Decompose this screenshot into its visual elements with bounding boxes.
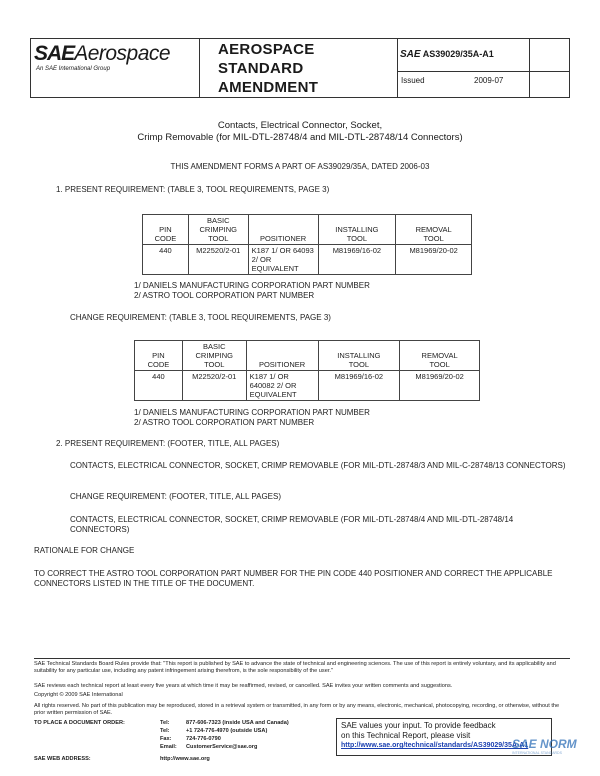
doc-number-text: AS39029/35A-A1 (422, 49, 494, 59)
feedback-link[interactable]: http://www.sae.org/technical/standards/AS39029/35A-A1 (341, 742, 529, 749)
tool-table-present (142, 214, 472, 275)
doc-title-line2: STANDARD (218, 60, 304, 77)
subject-line2: Crimp Removable (for MIL-DTL-28748/4 and MIL-DTL-28748/14 Connectors) (137, 132, 463, 143)
rationale-text: TO CORRECT THE ASTRO TOOL CORPORATION PART NUMBER FOR THE PIN CODE 440 POSITIONER AND CORRECT THE APPLICABLE CONNECTORS LISTED IN THE TITLE OF THE DOCUMENT. (34, 569, 553, 588)
header-pin-code: PIN CODE (143, 215, 189, 245)
footnote-3: 1/ DANIELS MANUFACTURING CORPORATION PART NUMBER (134, 408, 370, 417)
watermark-brand: SAE NORM (512, 737, 577, 751)
intro-text: THIS AMENDMENT FORMS A PART OF AS39029/35A, DATED 2006-03 (170, 162, 430, 171)
email-link[interactable]: CustomerService@sae.org (186, 744, 258, 750)
tel-label: Tel: (160, 720, 170, 726)
fax-value: 724-776-0790 (186, 736, 221, 742)
table-header-row (135, 341, 480, 371)
sae-norm-watermark (512, 738, 598, 764)
header-crimping-tool: BASIC CRIMPING TOOL (188, 215, 248, 245)
table-header-row (143, 215, 472, 245)
header-positioner: POSITIONER (248, 215, 318, 245)
issued-value: 2009-07 (474, 76, 504, 85)
section1-heading: 1. PRESENT REQUIREMENT: (TABLE 3, TOOL REQUIREMENTS, PAGE 3) (56, 185, 330, 194)
doc-number (400, 49, 494, 60)
change-heading-1: CHANGE REQUIREMENT: (TABLE 3, TOOL REQUIREMENTS, PAGE 3) (70, 313, 331, 322)
fax-label: Fax: (160, 736, 172, 742)
tool-table-change (134, 340, 480, 401)
footer-copyright: Copyright © 2009 SAE International (34, 692, 123, 698)
subject-line1: Contacts, Electrical Connector, Socket, (217, 120, 383, 131)
footer-rules: SAE Technical Standards Board Rules provide that: "This report is published by SAE to advance the state of technical and engineering sciences. The use of this report is entirely voluntary, and its applicability and suitability for any particular use, including any patent infringement arising therefrom, is the sole responsibility of the user." (34, 661, 556, 674)
footnote-1: 1/ DANIELS MANUFACTURING CORPORATION PART NUMBER (134, 281, 370, 290)
header-removal-tool: REMOVAL TOOL (396, 215, 472, 245)
section2-present-text: CONTACTS, ELECTRICAL CONNECTOR, SOCKET, CRIMP REMOVABLE (FOR MIL-DTL-28748/3 AND MIL-C-28748/13 CONNECTORS) (70, 461, 566, 470)
cell-installing-tool: M81969/16-02 (318, 245, 396, 275)
footnote-4: 2/ ASTRO TOOL CORPORATION PART NUMBER (134, 418, 315, 427)
header-divider (397, 39, 398, 97)
subject (0, 120, 600, 144)
header-divider (529, 39, 530, 97)
logo-aerospace-text: Aerospace (74, 42, 171, 65)
doc-title-line1: AEROSPACE (218, 41, 315, 58)
header-pin-code: PIN CODE (135, 341, 183, 371)
footnote-2: 2/ ASTRO TOOL CORPORATION PART NUMBER (134, 291, 315, 300)
sae-aerospace-logo (34, 42, 170, 66)
cell-pin-code: 440 (143, 245, 189, 275)
cell-crimping-tool: M22520/2-01 (188, 245, 248, 275)
section2-change-text: CONTACTS, ELECTRICAL CONNECTOR, SOCKET, CRIMP REMOVABLE (FOR MIL-DTL-28748/4 AND MIL-DTL-28748/14 CONNECTORS) (70, 515, 514, 534)
cell-pin-code: 440 (135, 371, 183, 401)
footer-review: SAE reviews each technical report at least every five years at which time it may be reaffirmed, revised, or cancelled. SAE invites your written comments and suggestions. (34, 683, 453, 689)
header-installing-tool: INSTALLING TOOL (318, 341, 400, 371)
section2-change-heading: CHANGE REQUIREMENT: (FOOTER, TITLE, ALL PAGES) (70, 492, 281, 501)
rationale-heading: RATIONALE FOR CHANGE (34, 546, 135, 555)
header-hline (397, 71, 570, 72)
table-row (143, 245, 472, 275)
footer-separator (34, 658, 570, 659)
cell-removal-tool: M81969/20-02 (396, 245, 472, 275)
feedback-line1: SAE values your input. To provide feedback (341, 721, 496, 730)
web-link[interactable]: http://www.sae.org (160, 756, 210, 762)
header-removal-tool: REMOVAL TOOL (400, 341, 480, 371)
email-label: Email: (160, 744, 177, 750)
header-crimping-tool: BASIC CRIMPING TOOL (182, 341, 246, 371)
doc-title-line3: AMENDMENT (218, 79, 319, 96)
tel2-value: +1 724-776-4970 (outside USA) (186, 728, 268, 734)
table-row (135, 371, 480, 401)
section2-heading: 2. PRESENT REQUIREMENT: (FOOTER, TITLE, ALL PAGES) (56, 439, 280, 448)
order-label: TO PLACE A DOCUMENT ORDER: (34, 720, 125, 726)
header-divider (199, 39, 200, 97)
cell-removal-tool: M81969/20-02 (400, 371, 480, 401)
cell-crimping-tool: M22520/2-01 (182, 371, 246, 401)
watermark-sub: INTERNATIONAL STANDARDS (512, 751, 562, 755)
doc-sae-logo: SAE (400, 49, 421, 60)
issued-label: Issued (401, 76, 425, 85)
cell-installing-tool: M81969/16-02 (318, 371, 400, 401)
web-label: SAE WEB ADDRESS: (34, 756, 91, 762)
header-positioner: POSITIONER (246, 341, 318, 371)
tel-value: 877-606-7323 (inside USA and Canada) (186, 720, 289, 726)
cell-positioner: K187 1/ OR 640082 2/ OR EQUIVALENT (246, 371, 318, 401)
header-installing-tool: INSTALLING TOOL (318, 215, 396, 245)
logo-sae-text: SAE (34, 42, 75, 65)
tel2-label: Tel: (160, 728, 170, 734)
cell-positioner: K187 1/ OR 64093 2/ OR EQUIVALENT (248, 245, 318, 275)
footer-rights: All rights reserved. No part of this publication may be reproduced, stored in a retrieval system or transmitted, in any form or by any means, electronic, mechanical, photocopying, recording, or otherwise, without the prior written permission of SAE. (34, 703, 560, 716)
logo-tagline: An SAE International Group (36, 66, 111, 72)
feedback-line2: on this Technical Report, please visit (341, 731, 471, 740)
